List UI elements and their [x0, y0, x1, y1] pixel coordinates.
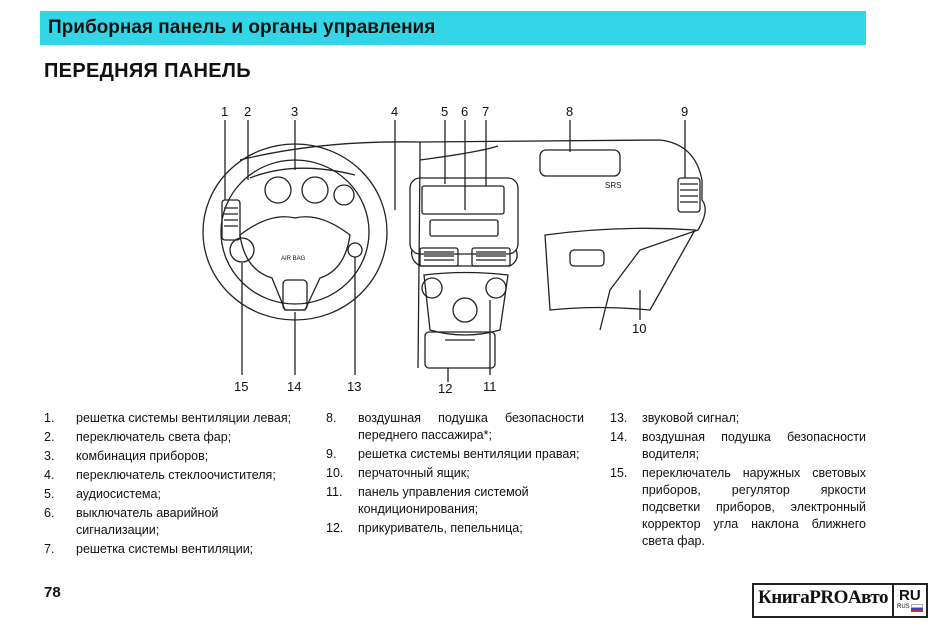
dashboard-drawing	[180, 100, 740, 400]
legend-item: 4. переключатель стеклоочистителя;	[44, 468, 276, 482]
legend-item: 3. комбинация приборов;	[44, 449, 209, 463]
callout-14: 14	[287, 379, 302, 394]
legend-item: 12. прикуриватель, пепельница;	[326, 521, 523, 535]
callout-2: 2	[244, 104, 252, 119]
climate-knob-right	[486, 278, 506, 298]
legend-item: 7. решетка системы вентиляции;	[44, 542, 254, 556]
steering-wheel-rim	[203, 144, 387, 320]
ashtray	[425, 332, 495, 368]
brand-logo	[752, 583, 928, 618]
legend-item: 10. перчаточный ящик;	[326, 466, 470, 480]
right-vent	[678, 178, 700, 212]
legend-item: 11. панель управления системой кондиционирования;	[326, 485, 529, 516]
callout-15: 15	[234, 379, 249, 394]
callout-3: 3	[291, 104, 299, 119]
header-bar	[40, 11, 866, 45]
callout-12: 12	[438, 381, 453, 396]
header-title: Приборная панель и органы управления	[48, 17, 436, 38]
legend-item: 14. воздушная подушка безопасности водителя;	[610, 430, 866, 461]
brand-name: КнигаPROАвто	[758, 587, 888, 608]
brand-domain-box	[892, 585, 926, 616]
callout-9: 9	[681, 104, 689, 119]
airbag-label: AIR BAG	[281, 256, 306, 262]
callout-10: 10	[632, 321, 647, 336]
legend-item: 2. переключатель света фар;	[44, 430, 232, 444]
passenger-airbag	[540, 150, 620, 176]
section-title: ПЕРЕДНЯЯ ПАНЕЛЬ	[44, 60, 251, 82]
callout-5: 5	[441, 104, 449, 119]
legend-item: 15. переключатель наружных световых приборов, регулятор яркости подсветки приборов, электронный корректор угла наклона ближнего света фар.	[610, 466, 866, 548]
callout-8: 8	[566, 104, 574, 119]
callout-6: 6	[461, 104, 469, 119]
callout-1: 1	[221, 104, 229, 119]
legend-column-1	[44, 410, 302, 560]
callout-7: 7	[482, 104, 490, 119]
legend-item: 8. воздушная подушка безопасности переднего пассажира*;	[326, 411, 584, 442]
audio-unit	[422, 186, 504, 214]
legend-item: 1. решетка системы вентиляции левая;	[44, 411, 292, 425]
brand-sub: RUS	[897, 604, 910, 610]
legend-column-3	[610, 410, 866, 552]
climate-knob-center	[453, 298, 477, 322]
legend-item: 9. решетка системы вентиляции правая;	[326, 447, 580, 461]
flag-icon	[911, 604, 923, 612]
page-number: 78	[44, 584, 61, 601]
legend-item: 6. выключатель аварийной сигнализации;	[44, 506, 219, 537]
legend-item: 13. звуковой сигнал;	[610, 411, 740, 425]
steering-wheel-hub	[240, 217, 350, 310]
callout-11: 11	[483, 379, 497, 394]
legend-column-2	[326, 410, 584, 539]
srs-label: SRS	[605, 181, 622, 190]
glove-box	[545, 228, 695, 310]
callout-13: 13	[347, 379, 362, 394]
legend-item: 5. аудиосистема;	[44, 487, 161, 501]
callout-4: 4	[391, 104, 399, 119]
center-console	[410, 178, 518, 254]
brand-domain: RU	[899, 587, 921, 604]
